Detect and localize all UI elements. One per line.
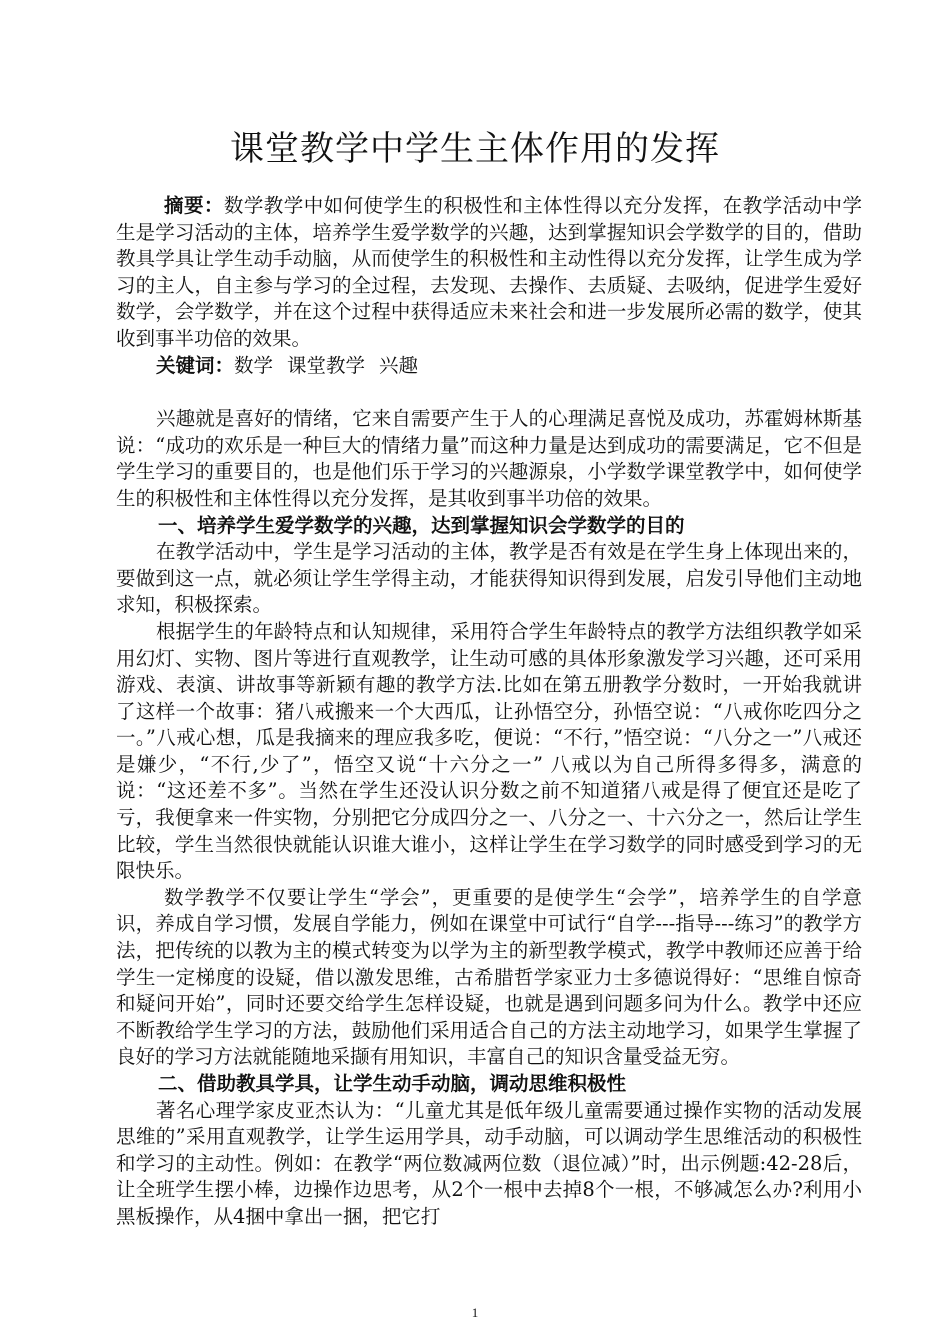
document-body [116, 193, 862, 1231]
keyword: 数学 [234, 353, 274, 377]
keyword: 兴趣 [379, 353, 419, 377]
page-number: 1 [471, 1305, 479, 1320]
section-heading: 一、培养学生爱学数学的兴趣，达到掌握知识会学数学的目的 [158, 513, 685, 537]
section-heading: 二、借助教具学具，让学生动手动脑，调动思维积极性 [158, 1072, 627, 1095]
body-paragraph: 在教学活动中，学生是学习活动的主体，教学是否有效是在学生身上体现出来的，要做到这一点，就必须让学生学得主动，才能获得知识得到发展，启发引导他们主动地求知，积极探索。 [116, 540, 862, 617]
abstract-paragraph [116, 193, 862, 353]
keywords-label: 关键词： [156, 353, 235, 377]
intro-paragraph: 兴趣就是喜好的情绪，它来自需要产生于人的心理满足喜悦及成功，苏霍姆林斯基说：“成功的欢乐是一种巨大的情绪力量”而这种力量是达到成功的需要满足，它不但是学生学习的重要目的，也是他们乐于学习的兴趣源泉，小学数学课堂教学中，如何使学生的积极性和主体性得以充分发挥，是其收到事半功倍的效果。 [116, 407, 862, 510]
paragraph-gap [116, 379, 862, 406]
abstract-label: 摘要： [164, 194, 224, 217]
document-title: 课堂教学中学生主体作用的发挥 [230, 129, 720, 169]
body-paragraph: 数学教学不仅要让学生“学会”，更重要的是使学生“会学”，培养学生的自学意识，养成自学习惯，发展自学能力，例如在课堂中可试行“自学---指导---练习”的教学方法，把传统的以教为主的模式转变为以学为主的新型教学模式，教学中教师还应善于给学生一定梯度的设疑，借以激发思维，古希腊哲学家亚力士多德说得好：“思维自惊奇和疑问开始”，同时还要交给学生怎样设疑，也就是遇到问题多问为什么。教学中还应不断教给学生学习的方法，鼓励他们采用适合自己的方法主动地学习，如果学生掌握了良好的学习方法就能随地采撷有用知识，丰富自己的知识含量受益无穷。 [116, 885, 862, 1069]
keywords-line [116, 353, 862, 380]
abstract-text: 数学教学中如何使学生的积极性和主体性得以充分发挥，在教学活动中学生是学习活动的主体，培养学生爱学数学的兴趣，达到掌握知识会学数学的目的，借助教具学具让学生动手动脑，从而使学生的积极性和主动性得以充分发挥，让学生成为学习的主人，自主参与学习的全过程，去发现、去操作、去质疑、去吸纳，促进学生爱好数学，会学数学，并在这个过程中获得适应未来社会和进一步发展所必需的数学，使其收到事半功倍的效果。 [116, 194, 862, 350]
keyword: 课堂教学 [287, 353, 366, 377]
body-paragraph: 著名心理学家皮亚杰认为：“儿童尤其是低年级儿童需要通过操作实物的活动发展思维的”采用直观教学，让学生运用学具，动手动脑，可以调动学生思维活动的积极性和学习的主动性。例如：在教学“两位数减两位数（退位减）”时，出示例题:42-28后，让全班学生摆小棒，边操作边思考，从2个一根中去掉8个一根，不够减怎么办?利用小黑板操作，从4捆中拿出一捆，把它打 [116, 1098, 862, 1228]
body-paragraph: 根据学生的年龄特点和认知规律，采用符合学生年龄特点的教学方法组织教学如采用幻灯、实物、图片等进行直观教学，让生动可感的具体形象激发学习兴趣，还可采用游戏、表演、讲故事等新颖有趣的教学方法.比如在第五册教学分数时，一开始我就讲了这样一个故事：猪八戒搬来一个大西瓜，让孙悟空分，孙悟空说：“八戒你吃四分之一。”八戒心想，瓜是我摘来的理应我多吃，便说：“不行，”悟空说：“八分之一”八戒还是嫌少，“不行,少了”，悟空又说“十六分之一” 八戒以为自己所得多得多，满意的说：“这还差不多”。当然在学生还没认识分数之前不知道猪八戒是得了便宜还是吃了亏，我便拿来一件实物，分别把它分成四分之一、八分之一、十六分之一，然后让学生比较，学生当然很快就能认识谁大谁小，这样让学生在学习数学的同时感受到学习的无限快乐。 [116, 619, 862, 883]
